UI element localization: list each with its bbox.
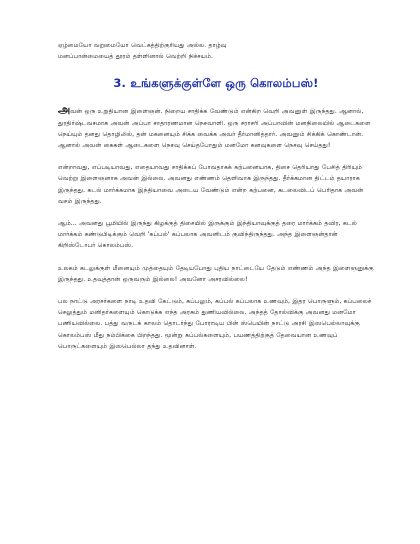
intro-paragraph — [58, 40, 374, 62]
body-paragraph-2: என்றாவது, எப்படியாவது, எதையாவது சாதிக்கப் போவதாகக் கற்பனையாக, திசை தெரியாது பேசித் திரியும் வெற்று இளைஞனாக அவன் இல்லை. அவனது எண்ணம் தெளிவாக இருந்தது. தீர்க்கமான திட்டம் தயாராக இருந்தது. கடல் மார்க்கமாக இந்தியாவை அடைய வேண்டும் என்ற கற்பனை, கடலைவிடப் பெரிதாக அவன் வசம் இருந்தது. — [58, 164, 364, 205]
paragraph-text: வன் ஒரு உறுதியான இளைஞன். நிறைய சாதிக்க வேண்டும் என்கிற வெறி அவனுள் இருந்தது. ஆனால், துரதிர்ஷ்டவசமாக அவன் அப்பா சாதாரணமான நெசவாளி. ஒரு சராசரி அப்பாவின் மனநிலையில் ஆடைகளை நெய்யும் தனது தொழிலில், தன் மகனையும் சிக்க வைக்க அவர் தீர்மானித்தார். அவனும் சிக்கிக் கொண்டான். ஆனால் அவன் கைகள் ஆடைகளை நெசவு செய்தபோதும் மனமோ கனவுகளை நெசவு செய்தது! — [58, 108, 371, 150]
body-paragraph-4: உலகம் கடலுக்குள் மீனையும் முத்தையும் தேடியபோது புதிய நாட்டையே தேடும் எண்ணம் அந்த இளைஞனுக்கு இருந்தது. உதவுத்தான் ஒருவரும் இல்லை! அவனோ அசரவில்லை! — [58, 264, 374, 283]
body-paragraph-5: பல நாட்டு அரசர்களை நாடி உதவி கேட்டும், கப்பலும், கப்பல் கப்பலாக உணவும், இதர பொருளும், கப்பலைச் செலுத்தும் மனிதர்களையும் கொடுக்க எந்த அரசும் துணியவில்லை. அந்தத் தோல்விக்கு அவனது மனமோ பணியவில்லை. பத்து வருடக் காலம் தொடர்ந்து போராடிய பின் ஸ்பெயின் நாட்டு அரசி இஸபெல்லாவுக்கு கொலம்பஸ் மீது நம்பிக்கை பிறந்தது. மூன்று கப்பல்களையும், பயணத்திற்குத் தேவையான உணவுப் பொருட்களையும் இஸபெல்லா தந்து உதவினாள். — [58, 298, 372, 350]
body-paragraph-1 — [58, 104, 374, 151]
intro-line-2: மனப்பான்மையைத் தூரம் தள்ளினால் வெற்றி நிச்சயம். — [58, 53, 213, 61]
intro-line-1: ஏழ்மையோ வறுமையோ வெட்கத்திற்குரியது அல்ல. தாழ்வு — [58, 42, 227, 49]
chapter-heading: 3. உங்களுக்குள்ளே ஒரு கொலம்பஸ்! — [113, 76, 319, 91]
body-paragraph-3: ஆம்... அவனது பூமியில் இருந்து கிழக்குத் திசையில் இருக்கும் இந்தியாவுக்குத் தரை மார்க்கம் தவிர, கடல் மார்க்கம் கண்டுபிடிக்கும் வெறி 'கப்பல்' கப்பலாக அவனிடம் குவிந்திருந்தது. அந்த இளைஞன்தான் கிறிஸ்டோபர் கொலம்பஸ். — [58, 220, 357, 250]
drop-cap: அ — [58, 103, 71, 117]
